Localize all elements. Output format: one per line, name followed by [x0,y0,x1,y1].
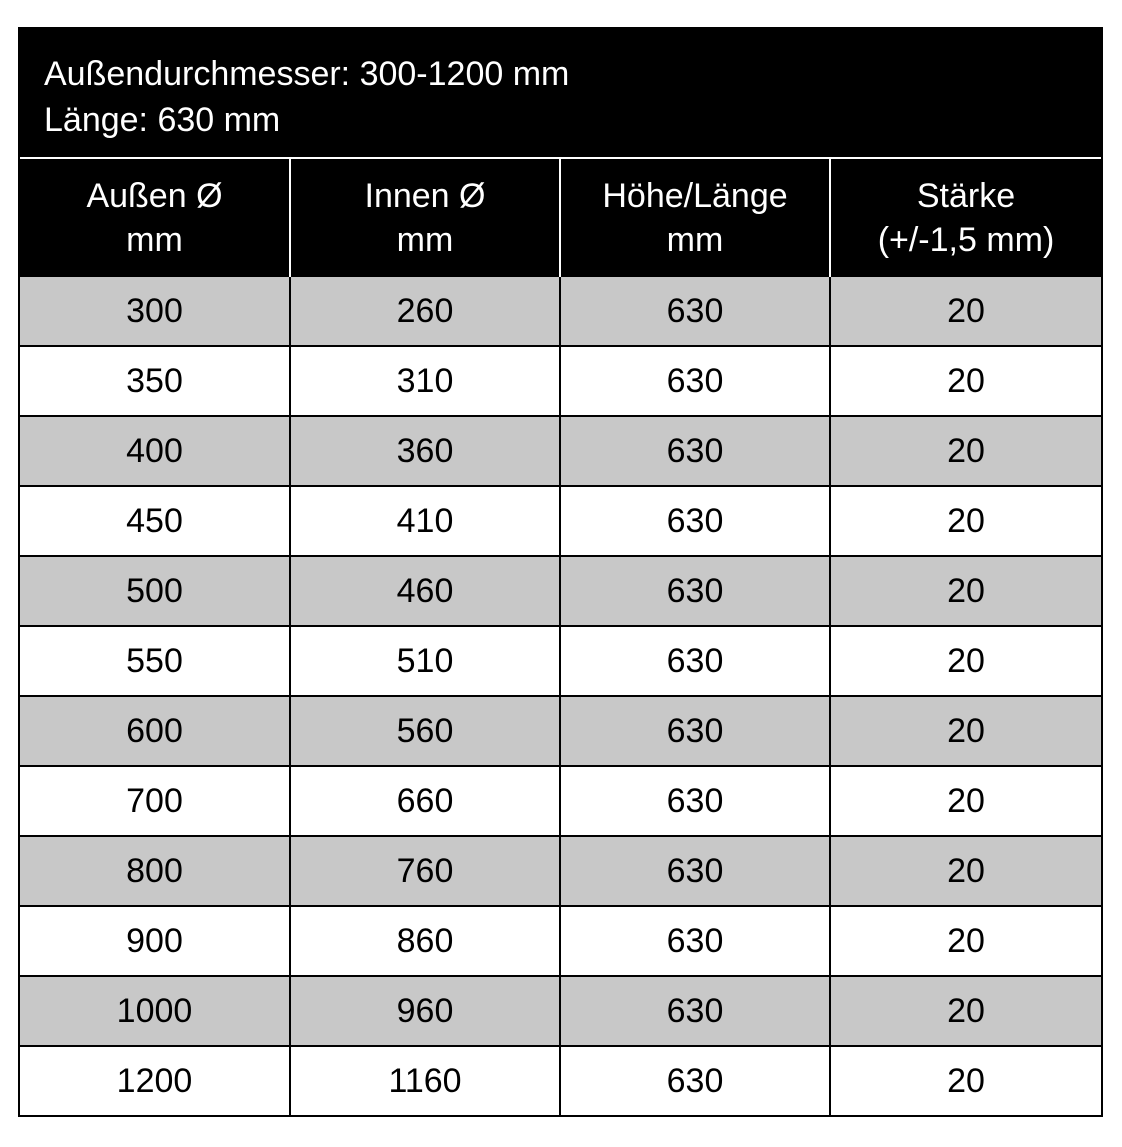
column-header-label: Höhe/Länge [602,177,788,215]
cell-thickness: 20 [830,1046,1101,1115]
table-row [20,486,1101,556]
column-header-unit: mm [126,221,183,259]
cell-inner-diameter: 360 [290,416,560,486]
column-header-unit: (+/-1,5 mm) [877,221,1055,259]
table-row [20,277,1101,346]
cell-height-length: 630 [560,976,830,1046]
cell-thickness: 20 [830,836,1101,906]
column-header-height-length [560,159,830,277]
column-header-outer-diameter [20,159,290,277]
cell-inner-diameter: 560 [290,696,560,766]
column-header-inner-diameter [290,159,560,277]
cell-inner-diameter: 660 [290,766,560,836]
cell-inner-diameter: 260 [290,277,560,346]
cell-height-length: 630 [560,906,830,976]
column-header-label: Stärke [916,177,1016,215]
cell-outer-diameter: 450 [20,486,290,556]
cell-inner-diameter: 1160 [290,1046,560,1115]
cell-inner-diameter: 960 [290,976,560,1046]
cell-height-length: 630 [560,556,830,626]
cell-inner-diameter: 860 [290,906,560,976]
cell-thickness: 20 [830,556,1101,626]
column-header-unit: mm [666,221,724,259]
table-row [20,626,1101,696]
table-header-row [20,159,1101,277]
table-row [20,976,1101,1046]
cell-inner-diameter: 460 [290,556,560,626]
cell-inner-diameter: 510 [290,626,560,696]
table-row [20,906,1101,976]
cell-height-length: 630 [560,626,830,696]
column-header-unit: mm [396,221,454,259]
table-row [20,416,1101,486]
cell-outer-diameter: 1000 [20,976,290,1046]
table-row [20,1046,1101,1115]
table-row [20,696,1101,766]
cell-height-length: 630 [560,346,830,416]
dimension-table-sheet [18,27,1103,1117]
title-length: Länge: 630 mm [44,101,281,139]
cell-height-length: 630 [560,696,830,766]
cell-thickness: 20 [830,416,1101,486]
cell-height-length: 630 [560,1046,830,1115]
cell-outer-diameter: 400 [20,416,290,486]
cell-height-length: 630 [560,486,830,556]
cell-outer-diameter: 500 [20,556,290,626]
cell-outer-diameter: 600 [20,696,290,766]
cell-thickness: 20 [830,766,1101,836]
cell-inner-diameter: 310 [290,346,560,416]
cell-thickness: 20 [830,626,1101,696]
cell-inner-diameter: 760 [290,836,560,906]
table-row [20,556,1101,626]
dimension-table [20,159,1101,1115]
cell-outer-diameter: 350 [20,346,290,416]
cell-height-length: 630 [560,766,830,836]
cell-height-length: 630 [560,836,830,906]
column-header-thickness [830,159,1101,277]
cell-outer-diameter: 300 [20,277,290,346]
cell-thickness: 20 [830,976,1101,1046]
title-block [20,29,1101,159]
table-row [20,766,1101,836]
cell-outer-diameter: 1200 [20,1046,290,1115]
table-row [20,346,1101,416]
cell-thickness: 20 [830,277,1101,346]
cell-height-length: 630 [560,416,830,486]
cell-outer-diameter: 550 [20,626,290,696]
table-body [20,277,1101,1115]
cell-thickness: 20 [830,906,1101,976]
title-outer-diameter: Außendurchmesser: 300-1200 mm [44,55,570,93]
cell-thickness: 20 [830,696,1101,766]
cell-outer-diameter: 900 [20,906,290,976]
cell-thickness: 20 [830,486,1101,556]
column-header-label: Außen Ø [86,177,223,215]
cell-outer-diameter: 800 [20,836,290,906]
cell-inner-diameter: 410 [290,486,560,556]
cell-outer-diameter: 700 [20,766,290,836]
cell-height-length: 630 [560,277,830,346]
table-row [20,836,1101,906]
cell-thickness: 20 [830,346,1101,416]
column-header-label: Innen Ø [364,177,486,215]
